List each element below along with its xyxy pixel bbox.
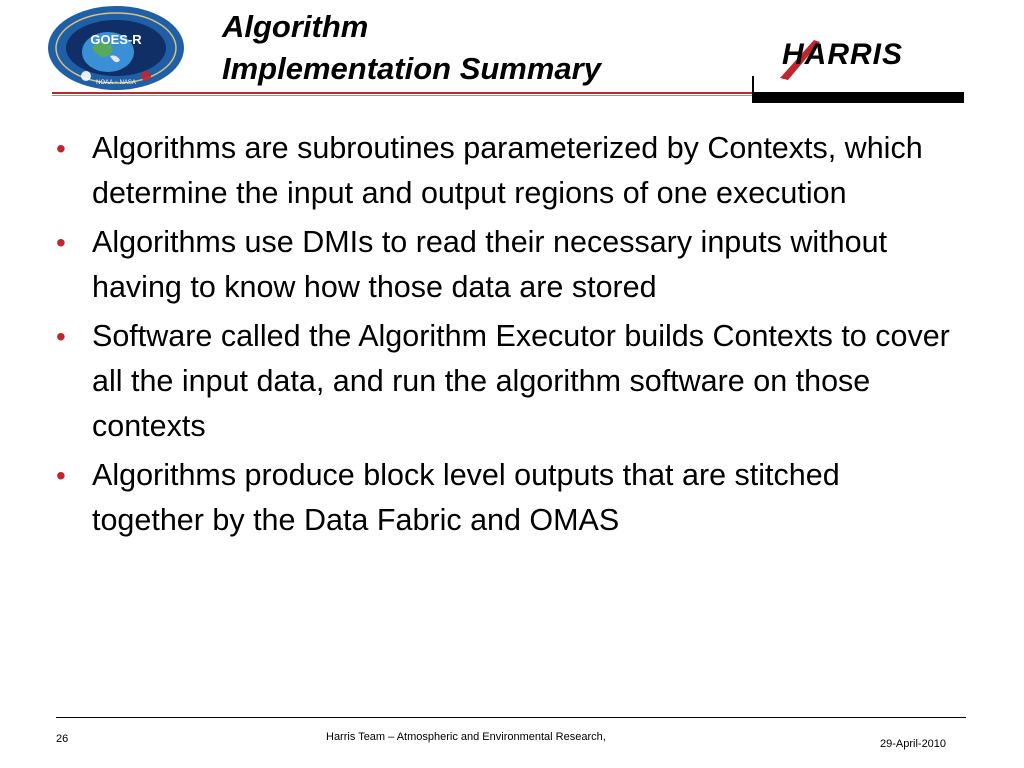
title-divider-gray: [52, 95, 752, 96]
bullet-marker: •: [56, 460, 66, 491]
bullet-item: [56, 126, 956, 216]
bullet-marker: •: [56, 133, 66, 164]
page-number: 26: [56, 733, 69, 745]
bullet-marker: •: [56, 321, 66, 352]
footer-credit: Harris Team – Atmospheric and Environmental Research,: [326, 731, 606, 743]
page-title: [222, 6, 752, 90]
bullet-text: Algorithms produce block level outputs that are stitched together by the Data Fabric and OMAS: [92, 458, 840, 537]
bullet-text: Algorithms are subroutines parameterized by Contexts, which determine the input and output regions of one execution: [92, 131, 923, 210]
bullet-item: [56, 314, 956, 449]
bullet-text: Algorithms use DMIs to read their necessary inputs without having to know how those data are stored: [92, 225, 888, 304]
title-divider-red: [52, 92, 752, 94]
bullet-marker: •: [56, 227, 66, 258]
title-line-2: Implementation Summary: [222, 51, 601, 86]
footer-divider: [56, 717, 966, 718]
goes-r-satellite-logo-icon: [46, 4, 186, 92]
footer-date: 29-April-2010: [880, 738, 947, 750]
title-line-1: Algorithm: [222, 9, 369, 44]
harris-logo-text: HARRIS: [782, 38, 904, 71]
bullet-item: [56, 453, 956, 543]
bullet-text: Software called the Algorithm Executor builds Contexts to cover all the input data, and run the algorithm software on those contexts: [92, 319, 950, 443]
harris-logo-icon: [774, 30, 950, 82]
bullet-item: [56, 220, 956, 310]
title-divider-black-bar: [752, 92, 964, 103]
bullet-list: [56, 126, 956, 547]
goes-logo-text: GOES-R: [90, 32, 142, 47]
goes-logo-ring-text: NOAA ~ NASA: [96, 80, 136, 86]
